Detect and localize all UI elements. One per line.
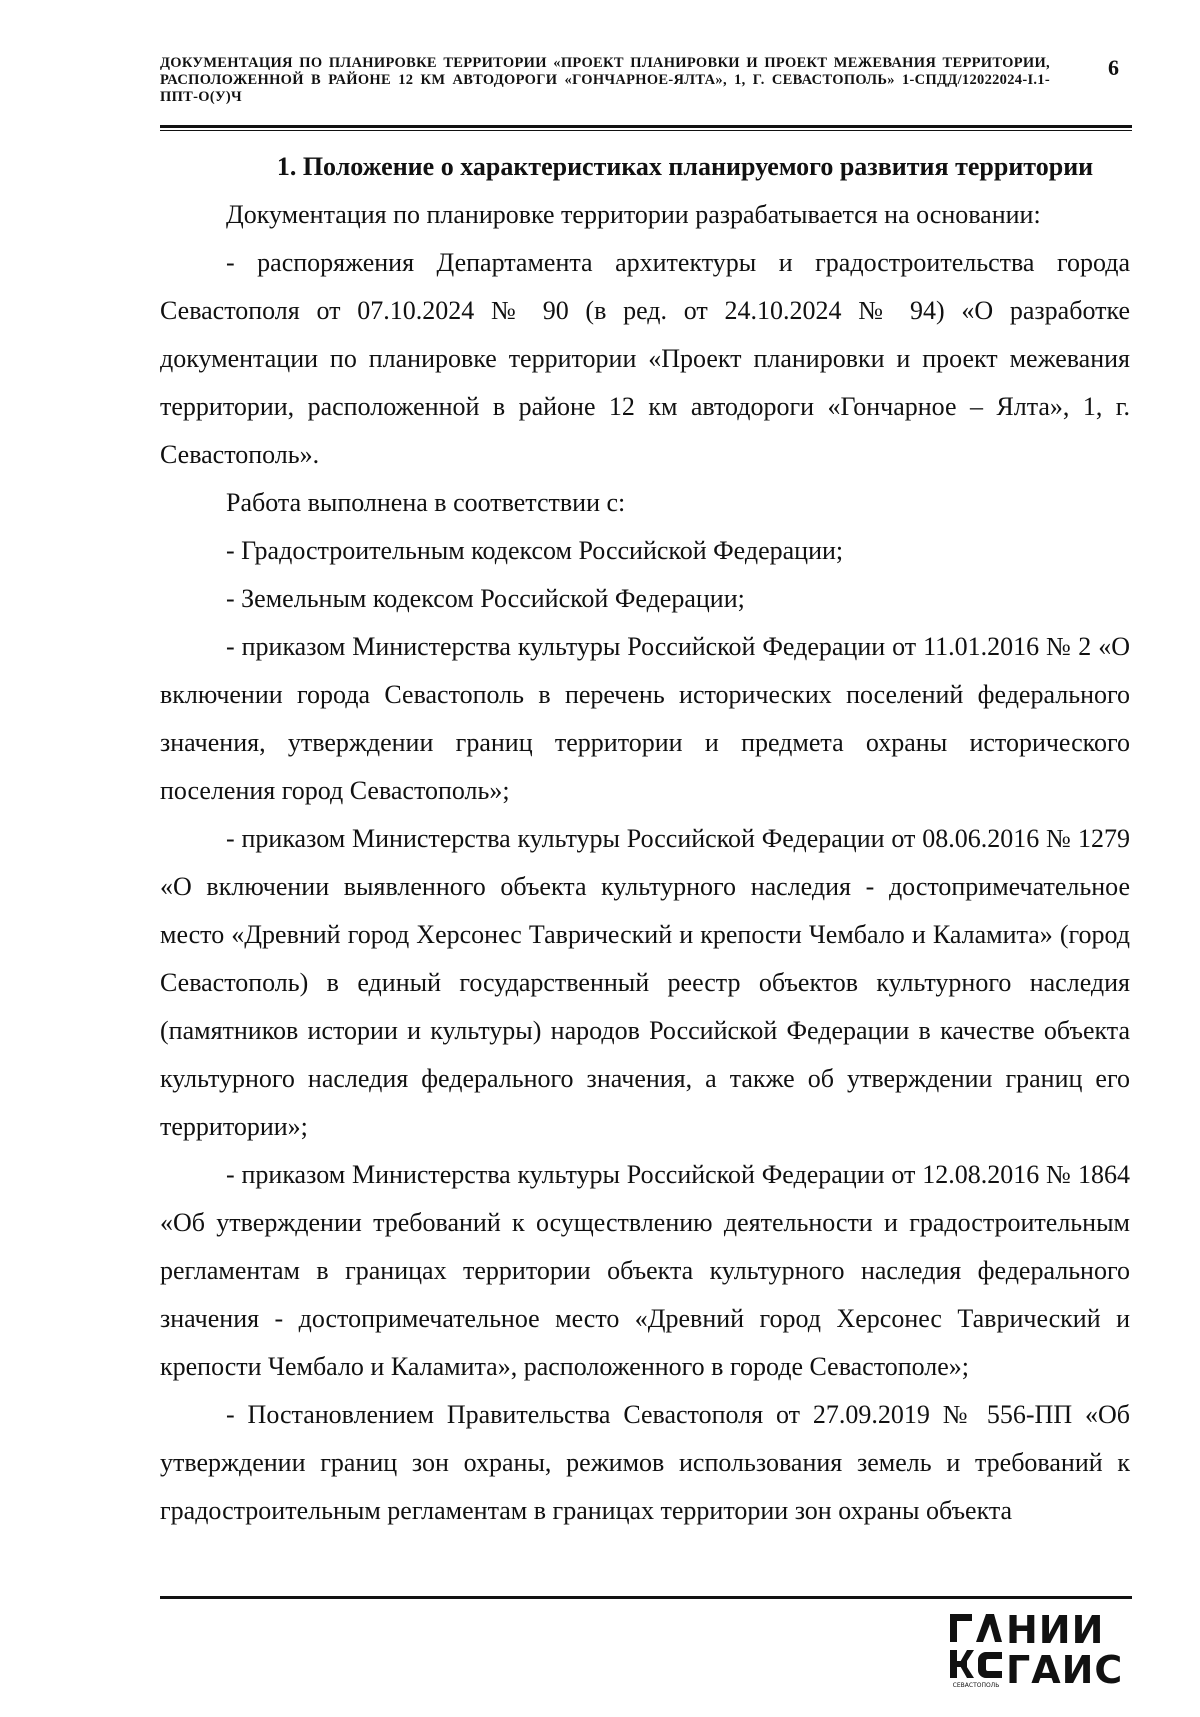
paragraph: - Градостроительным кодексом Российской Федерации; xyxy=(226,536,844,565)
document-body xyxy=(160,143,1130,1535)
paragraph: - распоряжения Департамента архитектуры и градостроительства города Севастополя от 07.10.2024 № 90 (в ред. от 24.10.2024 № 94) «О разработке документации по планировке территории «Проект планировки и проект межевания территории, расположенной в районе 12 км автодороги «Гончарное – Ялта», 1, г. Севастополь». xyxy=(160,248,1130,469)
logo-line-1: НИИ xyxy=(1006,1608,1105,1652)
paragraph: Документация по планировке территории разрабатывается на основании: xyxy=(226,200,1041,229)
logo-wordmark xyxy=(1006,1610,1123,1690)
gips-emblem-icon xyxy=(948,1610,1004,1680)
logo-line-2: ГАИС xyxy=(1006,1648,1124,1692)
paragraph: - Земельным кодексом Российской Федерации; xyxy=(226,584,745,613)
running-header: ДОКУМЕНТАЦИЯ ПО ПЛАНИРОВКЕ ТЕРРИТОРИИ «ПРОЕКТ ПЛАНИРОВКИ И ПРОЕКТ МЕЖЕВАНИЯ ТЕРРИТОРИИ, РАСПОЛОЖЕННОЙ В РАЙОНЕ 12 КМ АВТОДОРОГИ «ГОНЧАРНОЕ-ЯЛТА», 1, Г. СЕВАСТОПОЛЬ» 1-СПДД/12022024-I.1-ППТ-О(У)Ч xyxy=(160,55,1050,105)
logo-caption: СЕВАСТОПОЛЬ xyxy=(952,1682,1000,1689)
header-rule xyxy=(160,125,1132,131)
paragraph: - Постановлением Правительства Севастополя от 27.09.2019 № 556-ПП «Об утверждении границ зон охраны, режимов использования земель и требований к градостроительным регламентам в границах территории зон охраны объекта xyxy=(160,1400,1130,1525)
paragraph: - приказом Министерства культуры Российской Федерации от 08.06.2016 № 1279 «О включении выявленного объекта культурного наследия - достопримечательное место «Древний город Херсонес Таврический и крепости Чембало и Каламита» (город Севастополь) в единый государственный реестр объектов культурного наследия (памятников истории и культуры) народов Российской Федерации в качестве объекта культурного наследия федерального значения, а также об утверждении границ его территории»; xyxy=(160,824,1130,1141)
section-title: 1. Положение о характеристиках планируемого развития территории xyxy=(276,152,1094,181)
paragraph: - приказом Министерства культуры Российской Федерации от 11.01.2016 № 2 «О включении города Севастополь в перечень исторических поселений федерального значения, утверждении границ территории и предмета охраны исторического поселения город Севастополь»; xyxy=(160,632,1130,805)
footer-rule xyxy=(160,1596,1132,1599)
paragraph: - приказом Министерства культуры Российской Федерации от 12.08.2016 № 1864 «Об утверждении требований к осуществлению деятельности и градостроительным регламентам в границах территории объекта культурного наследия федерального значения - достопримечательное место «Древний город Херсонес Таврический и крепости Чембало и Каламита», расположенного в городе Севастополе»; xyxy=(160,1160,1130,1381)
page-number: 6 xyxy=(1108,55,1119,80)
paragraph: Работа выполнена в соответствии с: xyxy=(226,488,626,517)
institute-logo xyxy=(948,1610,1134,1692)
